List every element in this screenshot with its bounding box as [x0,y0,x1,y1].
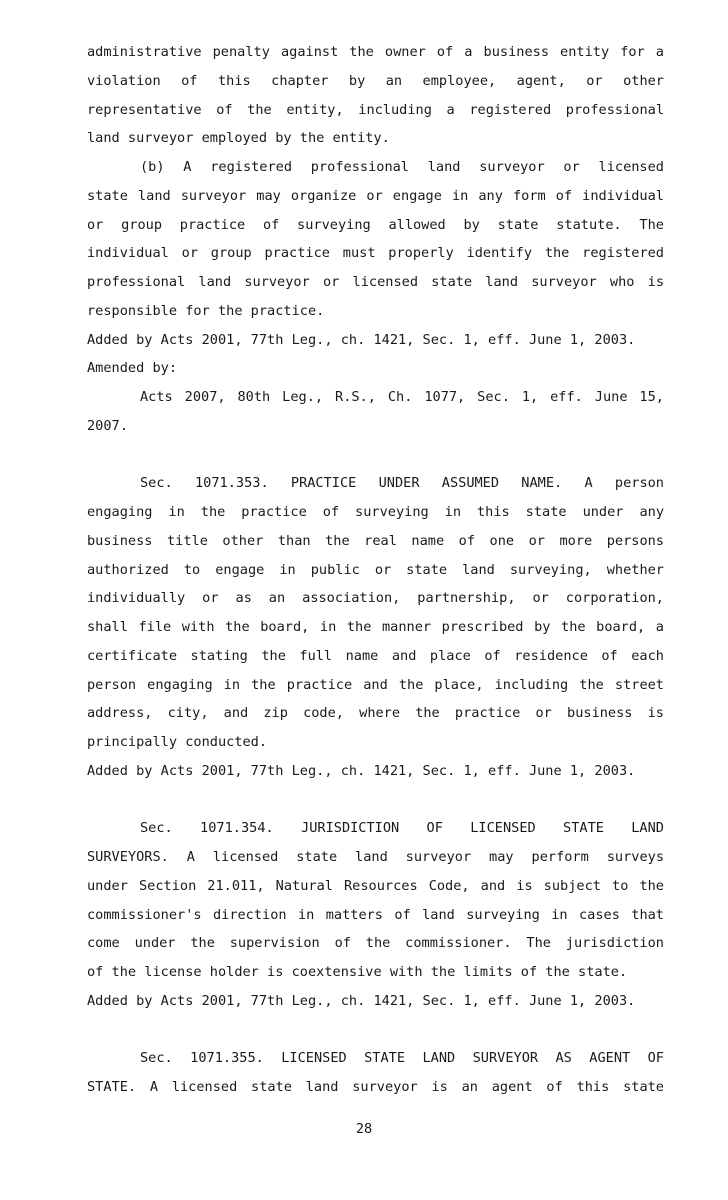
text-line: land surveyor employed by the entity. [87,130,390,147]
text-line: business title other than the real name of one or more persons [87,532,664,549]
text-line: shall file with the board, in the manner prescribed by the board, a [87,619,664,635]
text-line: individual or group practice must properly identify the registered [87,245,664,262]
text-line: SURVEYORS. A licensed state land surveyor may perform surveys [87,849,664,865]
text-line: certificate stating the full name and place of residence of each [87,647,664,664]
text-line: violation of this chapter by an employee, agent, or other [87,72,664,89]
history-note: Added by Acts 2001, 77th Leg., ch. 1421, Sec. 1, eff. June 1, 2003. [87,762,636,779]
text-line: STATE. A licensed state land surveyor is an agent of this state [87,1079,664,1095]
text-line: address, city, and zip code, where the practice or business is [87,705,664,722]
text-line: (b) A registered professional land surveyor or licensed [140,159,664,175]
section-heading-1071-355: Sec. 1071.355. LICENSED STATE LAND SURVEYOR AS AGENT OF [140,1050,664,1067]
page-number: 28 [355,1121,373,1137]
text-line: commissioner's direction in matters of land surveying in cases that [87,906,664,923]
blank-line [87,441,664,470]
text-line: individually or as an association, partnership, or corporation, [87,590,664,607]
text-line: or group practice of surveying allowed by state statute. The [87,216,664,233]
text-line: authorized to engage in public or state land surveying, whether [87,561,664,578]
text-line: engaging in the practice of surveying in this state under any [87,504,664,520]
section-heading-1071-354: Sec. 1071.354. JURISDICTION OF LICENSED STATE LAND [140,820,664,837]
text-line: under Section 21.011, Natural Resources Code, and is subject to the [87,877,664,894]
text-line: administrative penalty against the owner of a business entity for a [87,44,664,60]
text-line: 2007. [87,417,128,434]
blank-line [87,1016,664,1045]
amended-by-label: Amended by: [87,360,178,377]
text-line: come under the supervision of the commissioner. The jurisdiction [87,935,664,952]
text-line: of the license holder is coextensive with the limits of the state. [87,964,628,980]
text-line: person engaging in the practice and the place, including the street [87,676,664,693]
document-page [87,38,664,1102]
blank-line [87,786,664,815]
text-line: principally conducted. [87,734,268,750]
text-line: representative of the entity, including a registered professional [87,101,664,118]
history-note: Added by Acts 2001, 77th Leg., ch. 1421, Sec. 1, eff. June 1, 2003. [87,331,636,348]
amendment-citation: Acts 2007, 80th Leg., R.S., Ch. 1077, Sec. 1, eff. June 15, [140,389,664,405]
section-heading-1071-353: Sec. 1071.353. PRACTICE UNDER ASSUMED NAME. A person [140,475,664,492]
text-line: state land surveyor may organize or engage in any form of individual [87,187,664,204]
history-note: Added by Acts 2001, 77th Leg., ch. 1421, Sec. 1, eff. June 1, 2003. [87,992,636,1009]
text-line: responsible for the practice. [87,302,325,319]
text-line: professional land surveyor or licensed state land surveyor who is [87,274,664,290]
